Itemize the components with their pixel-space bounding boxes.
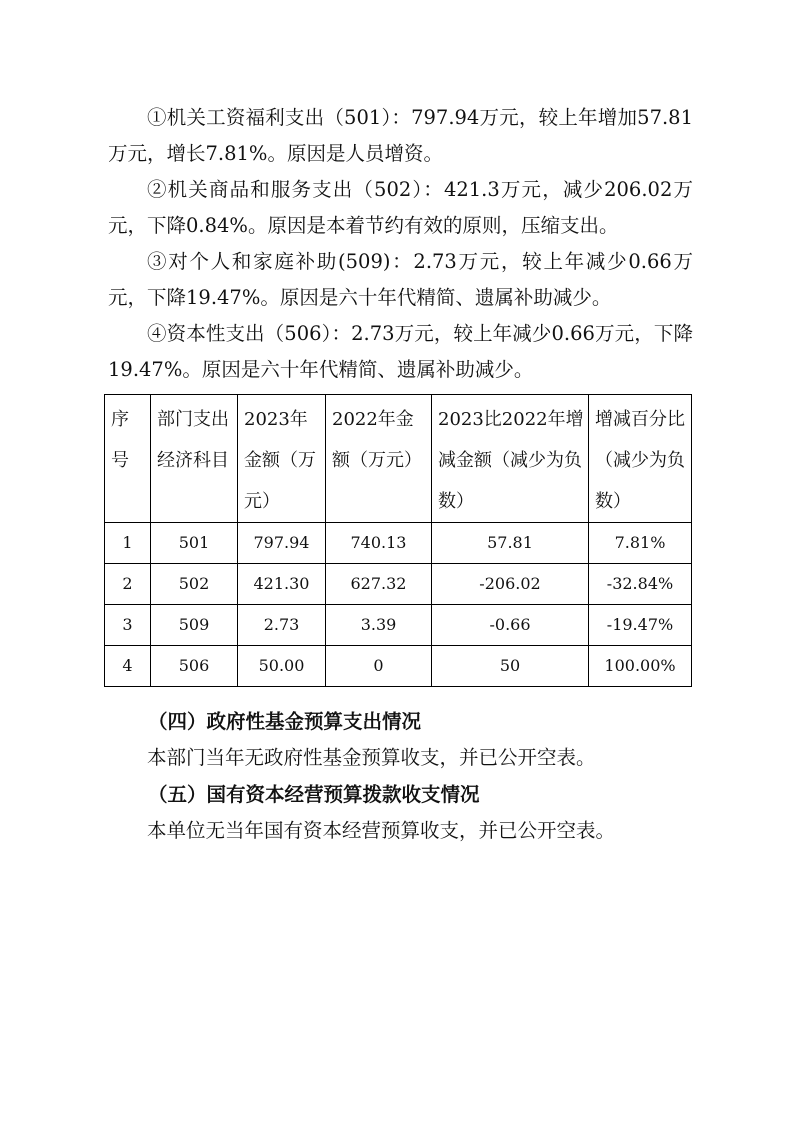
table-cell: -19.47% — [589, 605, 692, 646]
table-cell: 509 — [151, 605, 238, 646]
header-change-amount: 2023比2022年增减金额（减少为负数） — [432, 395, 589, 523]
header-amount-2023: 2023年金额（万元） — [238, 395, 326, 523]
table-cell: 421.30 — [238, 564, 326, 605]
paragraph-individual-subsidy: ③对个人和家庭补助(509)：2.73万元，较上年减少0.66万元，下降19.47%。原因是六十年代精简、遗属补助减少。 — [108, 250, 693, 309]
table-row — [105, 646, 692, 687]
table-row — [105, 605, 692, 646]
table-row — [105, 523, 692, 564]
table-cell: 797.94 — [238, 523, 326, 564]
header-serial: 序号 — [105, 395, 151, 523]
table-cell: -32.84% — [589, 564, 692, 605]
table-cell: 627.32 — [326, 564, 432, 605]
table-cell: 100.00% — [589, 646, 692, 687]
section-heading-state-capital: （五）国有资本经营预算拨款收支情况 — [148, 783, 480, 806]
header-amount-2022: 2022年金额（万元） — [326, 395, 432, 523]
paragraph-goods-services: ②机关商品和服务支出（502）：421.3万元，减少206.02万元，下降0.84%。原因是本着节约有效的原则，压缩支出。 — [108, 178, 693, 237]
table-cell: 506 — [151, 646, 238, 687]
table-cell: -0.66 — [432, 605, 589, 646]
table-cell: 502 — [151, 564, 238, 605]
section-text-state-capital: 本单位无当年国有资本经营预算收支，并已公开空表。 — [147, 819, 616, 842]
header-economic-category: 部门支出经济科目 — [151, 395, 238, 523]
section-heading-government-fund: （四）政府性基金预算支出情况 — [148, 710, 422, 733]
table-cell: -206.02 — [432, 564, 589, 605]
section-text-government-fund: 本部门当年无政府性基金预算收支，并已公开空表。 — [147, 746, 596, 769]
table-cell: 4 — [105, 646, 151, 687]
table-cell: 2 — [105, 564, 151, 605]
table-cell: 1 — [105, 523, 151, 564]
table-row — [105, 564, 692, 605]
table-cell: 57.81 — [432, 523, 589, 564]
paragraph-salary-welfare: ①机关工资福利支出（501）：797.94万元，较上年增加57.81万元，增长7.81%。原因是人员增资。 — [108, 106, 693, 165]
table-cell: 50.00 — [238, 646, 326, 687]
table-cell: 0 — [326, 646, 432, 687]
table-header-row — [105, 395, 692, 523]
table-cell: 7.81% — [589, 523, 692, 564]
table-cell: 50 — [432, 646, 589, 687]
table-cell: 3.39 — [326, 605, 432, 646]
table-cell: 2.73 — [238, 605, 326, 646]
paragraph-capital-expenditure: ④资本性支出（506）：2.73万元，较上年减少0.66万元，下降19.47%。原因是六十年代精简、遗属补助减少。 — [108, 322, 693, 381]
expenditure-table — [104, 394, 692, 687]
table-cell: 3 — [105, 605, 151, 646]
table-cell: 501 — [151, 523, 238, 564]
header-change-percent: 增减百分比（减少为负数） — [589, 395, 692, 523]
table-cell: 740.13 — [326, 523, 432, 564]
